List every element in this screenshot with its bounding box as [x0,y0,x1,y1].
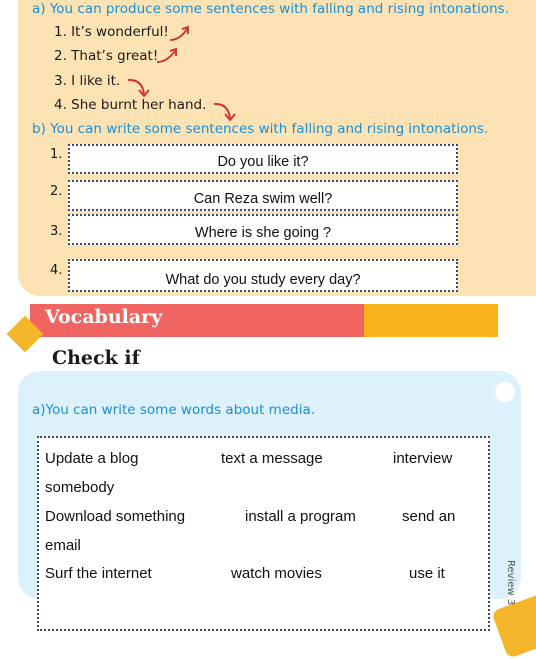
item-number: 2. [50,184,63,199]
side-label: Review 3 [505,560,516,606]
word-item: send an [402,508,456,525]
check-if-title: Check if [52,347,140,369]
word-item: somebody [45,479,115,496]
word-item: watch movies [231,565,322,582]
item-number: 1. [50,147,63,162]
word-item: email [45,537,81,554]
word-item: install a program [245,508,356,525]
circle-decoration-icon [495,382,515,402]
word-item: Download something [45,508,186,525]
banner-yellow-segment [364,304,498,337]
sentence-box: Where is she going ? [68,214,458,245]
section-a-heading: a) You can produce some sentences with falling and rising intonations. [32,1,509,17]
falling-arrow-icon [126,76,152,100]
rising-arrow-icon [168,24,192,44]
word-item: Surf the internet [45,565,152,582]
item-number: 4. [50,263,63,278]
section-b-heading: b) You can write some sentences with falling and rising intonations. [32,121,489,137]
word-item: text a message [221,450,323,467]
item-number: 3. [50,224,63,239]
word-item: interview [393,450,453,467]
rising-arrow-icon [155,46,181,66]
sentence-3: 3. I like it. [54,73,121,89]
sentence-box: Can Reza swim well? [68,180,458,211]
vocabulary-heading: a)You can write some words about media. [32,402,316,418]
sentence-4: 4. She burnt her hand. [54,97,207,113]
sentence-2: 2. That’s great! [54,48,159,64]
vocabulary-title: Vocabulary [45,306,163,328]
word-item: use it [409,565,445,582]
sentence-box: Do you like it? [68,144,458,174]
sentence-1: 1. It’s wonderful! [54,24,169,40]
word-item: Update a blog [45,450,139,467]
sentence-box: What do you study every day? [68,259,458,292]
